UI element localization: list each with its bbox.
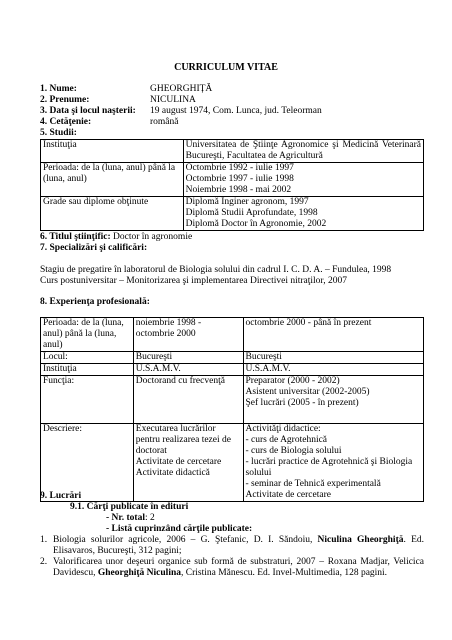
carti-label: 9.1. Cărţi publicate în edituri bbox=[70, 502, 189, 512]
col1-institutia: U.S.A.M.V. bbox=[133, 364, 243, 376]
table-row bbox=[41, 140, 424, 163]
specializare-line: Stagiu de pregatire în laboratorul de Biologia solului din cadrul I. C. D. A. – Fundulea, 1998 bbox=[40, 265, 392, 275]
item-text: Biologia solurilor agricole, 2006 – G. Ştefanic, D. I. Săndoiu, bbox=[53, 535, 318, 545]
institutia-value: Universitatea de Ştiinţe Agronomice şi Medicină Veterinară Bucureşti, Facultatea de Agricultură bbox=[183, 140, 423, 163]
descriere-item: Activitate de cercetare bbox=[135, 457, 222, 467]
descriere-label: Descriere: bbox=[41, 424, 134, 502]
prenume-label: 2. Prenume: bbox=[40, 95, 90, 105]
table-row bbox=[41, 163, 424, 197]
data-label: 3. Data şi locul naşterii: bbox=[40, 106, 136, 116]
item-number: 1. bbox=[40, 535, 48, 545]
item-number: 2. bbox=[40, 557, 48, 567]
grade-value: Diplomă Doctor în Agronomie, 2002 bbox=[185, 219, 327, 229]
grade-label: Grade sau diplome obţinute bbox=[41, 197, 184, 231]
table-row bbox=[41, 352, 424, 364]
functia-item: Preparator (2000 - 2002) bbox=[245, 376, 340, 386]
field-data-nasterii bbox=[40, 106, 322, 117]
item-author: Gheorghiţă Niculina bbox=[97, 568, 181, 578]
descriere-item: - seminar de Tehnică experimentală bbox=[245, 479, 381, 489]
col1-functia: Doctorand cu frecvenţă bbox=[133, 376, 243, 424]
table-row bbox=[41, 424, 424, 502]
locul-label: Locul: bbox=[41, 352, 134, 364]
col1-perioada: noiembrie 1998 - octombrie 2000 bbox=[133, 318, 243, 352]
item-author: Niculina Gheorghiţă bbox=[317, 535, 404, 545]
descriere-item: - curs de Agrotehnică bbox=[245, 435, 328, 445]
specializare-line: Curs postuniversitar – Monitorizarea şi implementarea Directivei nitraţilor, 2007 bbox=[40, 276, 347, 286]
table-row bbox=[41, 318, 424, 352]
table-row bbox=[41, 376, 424, 424]
descriere-item: Activitate de cercetare bbox=[245, 490, 331, 500]
descriere-item: Activităţi didactice: bbox=[245, 424, 321, 434]
perioada-value: Octombrie 1992 - iulie 1997 bbox=[185, 163, 294, 173]
perioada-values bbox=[183, 163, 423, 197]
institutia-label: Instituţia bbox=[41, 140, 184, 163]
item-text: Valorificarea unor deşeuri organice sub formă de substraturi, 2007 – Roxana Madjar, Velicica Davidescu, bbox=[53, 557, 424, 578]
studii-label: 5. Studii: bbox=[40, 128, 77, 138]
nr-total-label: - Nr. total bbox=[106, 513, 145, 523]
prenume-value: NICULINA bbox=[150, 95, 196, 105]
col2-institutia: U.S.A.M.V. bbox=[243, 364, 423, 376]
item-text: . Ed. Elisavaros, Bucureşti, 312 pagini; bbox=[53, 535, 424, 556]
descriere-item: Activitate didactică bbox=[135, 468, 210, 478]
titlul-stiintific bbox=[40, 232, 420, 243]
specializari-label: 7. Specializări şi calificări: bbox=[40, 243, 148, 253]
table-row bbox=[41, 364, 424, 376]
col2-locul: Bucureşti bbox=[243, 352, 423, 364]
nume-value: GHEORGHIȚĂ bbox=[150, 84, 213, 94]
experienta-table bbox=[40, 317, 424, 502]
functia-item: Şef lucrări (2005 - în prezent) bbox=[245, 398, 359, 408]
page-title: CURRICULUM VITAE bbox=[174, 62, 278, 73]
functia-label: Funcţia: bbox=[41, 376, 134, 424]
col2-perioada: octombrie 2000 - până în prezent bbox=[243, 318, 423, 352]
item-text: , Cristina Mănescu. Ed. Invel-Multimedia, 128 pagini. bbox=[181, 568, 388, 578]
titlul-label: 6. Titlul ştiinţific: bbox=[40, 232, 111, 242]
col2-descriere bbox=[243, 424, 423, 502]
field-nume bbox=[40, 84, 213, 95]
exp-institutia-label: Instituţia bbox=[41, 364, 134, 376]
field-prenume bbox=[40, 95, 196, 106]
list-item bbox=[40, 557, 424, 579]
studii-table bbox=[40, 139, 424, 231]
descriere-item: - curs de Biologia solului bbox=[245, 446, 342, 456]
data-value: 19 august 1974, Com. Lunca, jud. Teleorman bbox=[150, 106, 322, 116]
nr-total bbox=[106, 513, 452, 524]
nume-label: 1. Nume: bbox=[40, 84, 77, 94]
descriere-item: Executarea lucrărilor pentru realizarea tezei de doctorat bbox=[135, 424, 231, 456]
col1-descriere bbox=[133, 424, 243, 502]
cetatenie-value: română bbox=[150, 117, 179, 127]
experienta-label: 8. Experienţa profesională: bbox=[40, 297, 150, 307]
perioada-label: Perioada: de la (luna, anul) până la (luna, anul) bbox=[41, 163, 184, 197]
lucrari-label: 9. Lucrări bbox=[40, 491, 82, 501]
grade-values bbox=[183, 197, 423, 231]
perioada-value: Octombrie 1997 - iulie 1998 bbox=[185, 174, 294, 184]
lista-label: - Listă cuprinzând cărţile publicate: bbox=[106, 524, 253, 534]
table-row bbox=[41, 197, 424, 231]
field-studii bbox=[40, 128, 77, 139]
cetatenie-label: 4. Cetăţenie: bbox=[40, 117, 92, 127]
exp-perioada-label: Perioada: de la (luna, anul) până la (luna, anul) bbox=[41, 318, 134, 352]
col1-locul: Bucureşti bbox=[133, 352, 243, 364]
grade-value: Diplomă Inginer agronom, 1997 bbox=[185, 197, 309, 207]
col2-functia bbox=[243, 376, 423, 424]
perioada-value: Noiembrie 1998 - mai 2002 bbox=[185, 185, 292, 195]
functia-item: Asistent universitar (2002-2005) bbox=[245, 387, 370, 397]
grade-value: Diplomă Studii Aprofundate, 1998 bbox=[185, 208, 318, 218]
list-item bbox=[40, 535, 424, 557]
descriere-item: - lucrări practice de Agrotehnică şi Biologia solului bbox=[245, 457, 413, 478]
titlul-value: Doctor în agronomie bbox=[110, 232, 193, 242]
field-cetatenie bbox=[40, 117, 179, 128]
nr-total-value: : 2 bbox=[144, 513, 155, 523]
